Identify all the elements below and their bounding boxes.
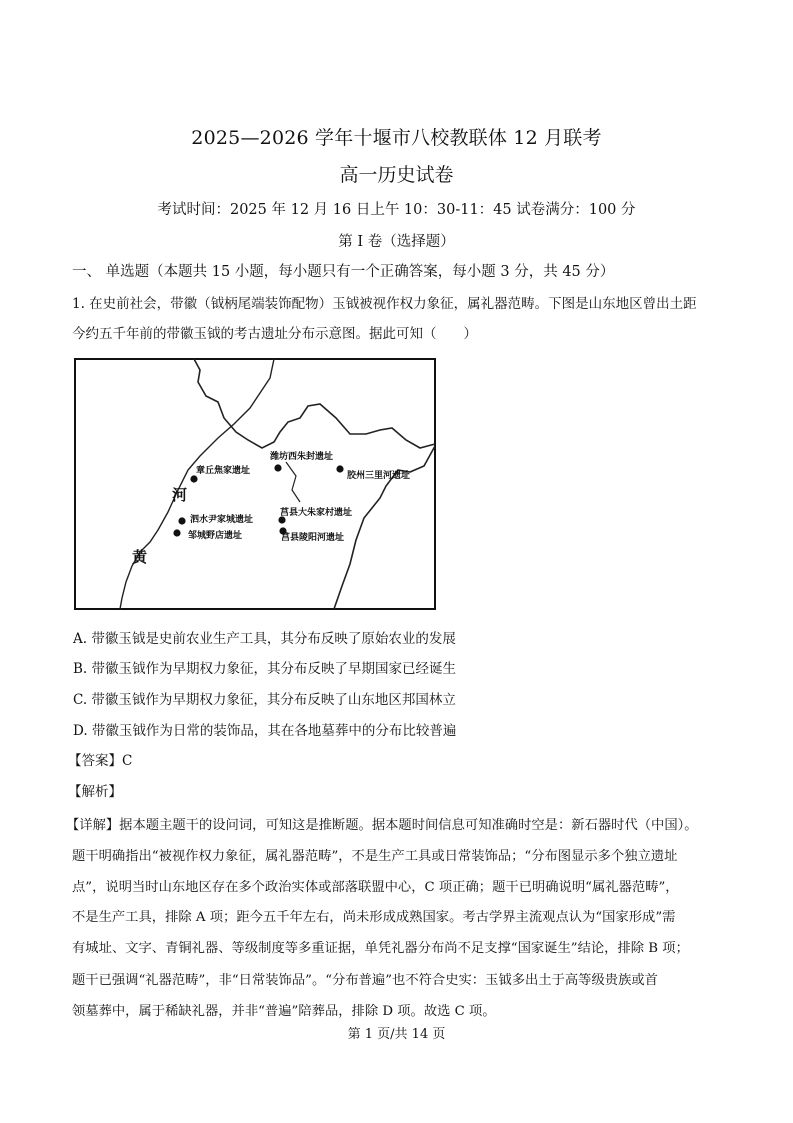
option-a: A. 带徽玉钺是史前农业生产工具，其分布反映了原始农业的发展: [73, 631, 456, 647]
site-label: 泗水尹家城遗址: [190, 515, 254, 525]
section-heading: 一、 单选题（本题共 15 小题，每小题只有一个正确答案，每小题 3 分，共 45 分）: [72, 264, 615, 280]
detail-line: 点”，说明当时山东地区存在多个政治实体或部落联盟中心，C 项正确；题干已明确说明“属礼器范畴”，: [72, 880, 679, 895]
site-label: 胶州三里河遗址: [347, 471, 411, 481]
site-label: 莒县陵阳河遗址: [281, 533, 345, 543]
site-label: 邹城野店遗址: [188, 531, 243, 541]
site-label: 潍坊西朱封遗址: [270, 452, 334, 462]
detail-line: 有城址、文字、青铜礼器、等级制度等多重证据，单凭礼器分布尚不足支撑“国家诞生”结论，排除 B 项；: [72, 941, 689, 956]
detail-line: 【详解】据本题主题干的设问词，可知这是推断题。据本题时间信息可知准确时空是：新石器时代（中国）。: [66, 818, 698, 833]
exam-info: 考试时间：2025 年 12 月 16 日上午 10：30-11：45 试卷满分：100 分: [157, 202, 636, 218]
site-sishui: [178, 513, 253, 525]
site-label: 章丘焦家遗址: [196, 466, 251, 476]
site-label: 莒县大朱家村遗址: [280, 508, 353, 518]
volume-heading: 第 I 卷（选择题）: [338, 234, 455, 250]
option-c: C. 带徽玉钺作为早期权力象征，其分布反映了山东地区邦国林立: [73, 692, 456, 708]
site-marker: [274, 464, 281, 471]
yellow-river-label-he: 河: [172, 486, 188, 504]
exam-subtitle: 高一历史试卷: [339, 164, 454, 186]
detail-line: 领墓葬中，属于稀缺礼器，并非“普遍”陪葬品，排除 D 项。故选 C 项。: [72, 1004, 496, 1019]
page-footer: 第 1 页/共 14 页: [347, 1027, 446, 1042]
site-marker: [178, 517, 185, 524]
question-stem-line-2: 今约五千年前的带徽玉钺的考古遗址分布示意图。据此可知（ ）: [72, 326, 477, 342]
analysis-label: 【解析】: [68, 784, 122, 800]
detail-line: 题干已强调“礼器范畴”，非“日常装饰品”。“分布普遍”也不符合史实：玉钺多出土于高等级贵族或首: [72, 973, 658, 988]
yellow-river-label-huang: 黄: [132, 548, 148, 566]
option-d: D. 带徽玉钺作为日常的装饰品，其在各地墓葬中的分布比较普遍: [73, 723, 457, 739]
option-b: B. 带徽玉钺作为早期权力象征，其分布反映了早期国家已经诞生: [73, 661, 457, 677]
detail-line: 题干明确指出“被视作权力象征，属礼器范畴”，不是生产工具或日常装饰品；“分布图显示多个独立遗址: [72, 849, 678, 864]
site-marker: [173, 529, 180, 536]
archaeological-site-map: [74, 358, 436, 610]
site-marker: [190, 475, 197, 482]
question-stem-line-1: 1. 在史前社会，带徽（钺柄尾端装饰配物）玉钺被视作权力象征，属礼器范畴。下图是山东地区曾出土距: [72, 296, 697, 312]
answer-line: 【答案】C: [68, 753, 133, 769]
map-frame: [75, 359, 435, 609]
detail-line: 不是生产工具，排除 A 项；距今五千年左右，尚未形成成熟国家。考古学界主流观点认为“国家形成”需: [72, 910, 676, 925]
exam-title: 2025—2026 学年十堰市八校教联体 12 月联考: [191, 127, 602, 149]
site-marker: [336, 465, 343, 472]
